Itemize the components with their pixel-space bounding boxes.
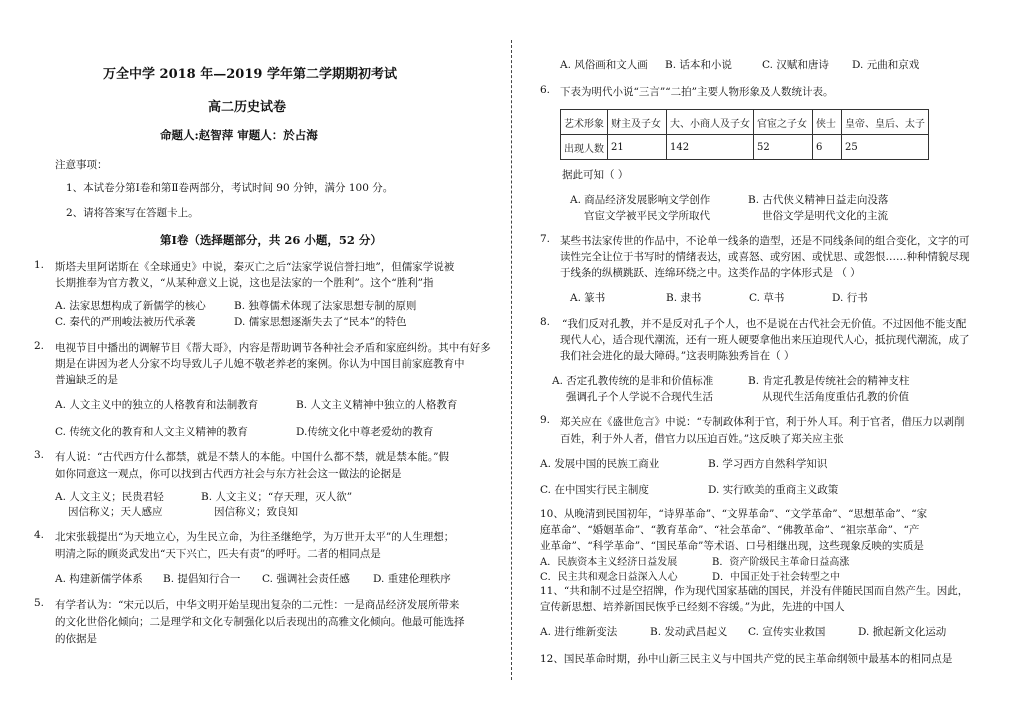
option-a[interactable]: A. 发展中国的民族工商业 xyxy=(540,458,660,470)
option-a[interactable]: A. 篆书 xyxy=(570,292,606,304)
question-text: 于线条的纵横跳跃、连绵环绕之中。这类作品的字体形式是 （ ） xyxy=(560,267,861,279)
option-a[interactable]: A. 风俗画和文人画 xyxy=(560,59,648,71)
notes-heading: 注意事项： xyxy=(55,159,108,171)
option-b[interactable]: B. 话本和小说 xyxy=(665,59,732,71)
table-cell: 6 xyxy=(813,135,842,160)
question-number: 1. xyxy=(34,259,45,271)
table-header-cell: 官宦之子女 xyxy=(754,110,813,135)
option-a[interactable]: A. 人文主义中的独立的人格教育和法制教育 xyxy=(55,399,259,411)
option-a[interactable]: A. 进行维新变法 xyxy=(540,626,618,638)
question-text: 12、国民革命时期，孙中山新三民主义与中国共产党的民主革命纲领中最基本的相同点是 xyxy=(540,653,953,665)
option-b[interactable]: B. 独尊儒术体现了法家思想专制的原则 xyxy=(234,300,417,312)
option-b[interactable]: B. 古代侠义精神日益走向没落 xyxy=(748,194,889,206)
question-text: 业革命”、“科学革命”、“国民革命”等术语、口号相继出现，这些现象反映的实质是 xyxy=(540,540,924,552)
table-cell: 21 xyxy=(608,135,667,160)
option-a[interactable]: A. 否定孔教传统的是非和价值标准 xyxy=(552,375,714,387)
table-cell: 出现人数 xyxy=(561,135,608,160)
option-b[interactable]: B. 隶书 xyxy=(666,292,702,304)
question-text: 百姓，利于外人者，借官力以压迫百姓。”这反映了郑关应主张 xyxy=(560,433,844,445)
question-text: 的文化世俗化倾向；二是理学和文化专制强化以后表现出的高雅文化倾向。他最可能选择 xyxy=(55,616,465,628)
question-number: 6. xyxy=(540,84,551,96)
statistics-table xyxy=(560,109,929,160)
question-number: 5. xyxy=(34,597,45,609)
option-d[interactable]: D. 儒家思想逐渐失去了“民本”的特色 xyxy=(234,316,407,328)
question-text: 期是在讲因为老人分家不均导致儿子儿媳不敬老养老的案例。你认为中国目前家庭教育中 xyxy=(55,358,465,370)
note-1: 1、本试卷分第Ⅰ卷和第Ⅱ卷两部分，考试时间 90 分钟，满分 100 分。 xyxy=(66,182,394,194)
option-c[interactable]: C. 宣传实业救国 xyxy=(748,626,826,638)
table-cell: 25 xyxy=(842,135,929,160)
question-text: 下表为明代小说“三言”“二拍”主要人物形象及人数统计表。 xyxy=(560,86,834,98)
question-text: 的依据是 xyxy=(55,633,97,645)
option-d[interactable]: 世俗文学是明代文化的主流 xyxy=(762,210,888,222)
table-header-cell: 艺术形象 xyxy=(561,110,608,135)
table-header-cell: 侠士 xyxy=(813,110,842,135)
option-c[interactable]: C. 传统文化的教育和人文主义精神的教育 xyxy=(55,426,248,438)
option-c[interactable]: C. 秦代的严刑峻法被历代承袭 xyxy=(55,316,196,328)
option-c[interactable]: 因信称义；天人感应 xyxy=(68,506,163,518)
option-b[interactable]: B. 提倡知行合一 xyxy=(163,573,241,585)
option-c[interactable]: 强调孔子个人学说不合现代生活 xyxy=(566,391,713,403)
option-d[interactable]: D. 重建伦理秩序 xyxy=(373,573,451,585)
option-d[interactable]: 因信称义；致良知 xyxy=(214,506,298,518)
question-text: 电视节目中播出的调解节目《帮大哥》，内容是帮助调节各种社会矛盾和家庭纠纷。其中有好多 xyxy=(55,342,491,354)
option-d[interactable]: D. 元曲和京戏 xyxy=(852,59,920,71)
question-text: 长期推奉为官方教义，“从某种意义上说，这也是法家的一个胜利”。这个“胜利”指 xyxy=(55,277,434,289)
option-b[interactable]: B. 人文主义精神中独立的人格教育 xyxy=(296,399,458,411)
question-text: 北宋张载提出“为天地立心，为生民立命，为往圣继绝学，为万世开太平”的人生理想； xyxy=(55,531,455,543)
question-number: 3. xyxy=(34,449,45,461)
question-text: 郑关应在《盛世危言》中说：“专制政体利于官，利于外人耳。利于官者，借压力以剥削 xyxy=(560,416,965,428)
question-text: 据此可知（ ） xyxy=(562,169,629,181)
exam-title: 万全中学 2018 年—2019 学年第二学期期初考试 xyxy=(103,67,397,82)
question-text: 我们社会进化的最大障碍。”这表明陈独秀旨在（ ） xyxy=(560,350,795,362)
option-c[interactable]: C. 汉赋和唐诗 xyxy=(762,59,829,71)
question-text: “我们反对孔教，并不是反对孔子个人，也不是说在古代社会无价值。不过因他不能支配 xyxy=(562,318,967,330)
option-d[interactable]: D. 行书 xyxy=(832,292,868,304)
table-header-cell: 财主及子女 xyxy=(608,110,667,135)
option-a[interactable]: A．民族资本主义经济日益发展 xyxy=(540,557,678,568)
option-a[interactable]: A. 构建新儒学体系 xyxy=(55,573,143,585)
table-row xyxy=(561,135,929,160)
option-c[interactable]: 官宦文学被平民文学所取代 xyxy=(584,210,710,222)
option-d[interactable]: D．中国正处于社会转型之中 xyxy=(712,572,841,583)
table-header-cell: 皇帝、皇后、太子 xyxy=(842,110,929,135)
question-text: 宣传新思想、培养新国民恢乎已经刻不容缓。”为此，先进的中国人 xyxy=(540,601,845,613)
table-header-cell: 大、小商人及子女 xyxy=(667,110,754,135)
option-c[interactable]: C. 强调社会责任感 xyxy=(262,573,350,585)
option-c[interactable]: C. 草书 xyxy=(749,292,785,304)
option-d[interactable]: D. 掀起新文化运动 xyxy=(858,626,947,638)
table-header-row xyxy=(561,110,929,135)
question-text: 10、从晚清到民国初年，“诗界革命”、“文界革命”、“文学革命”、“思想革命”、“家 xyxy=(540,508,928,520)
option-c[interactable]: C．民主共和观念日益深入人心 xyxy=(540,572,678,583)
question-text: 如你同意这一观点，你可以找到古代西方社会与东方社会这一做法的论据是 xyxy=(55,468,402,480)
question-text: 11、“共和制不过是空招牌，作为现代国家基础的国民，并没有伴随民国而自然产生。因此， xyxy=(540,585,969,597)
question-text: 现代人心，适合现代潮流，还有一班人硬要拿他出来压迫现代人心，抵抗现代潮流，成了 xyxy=(560,334,970,346)
option-a[interactable]: A. 人文主义；民贵君轻 xyxy=(55,491,164,503)
section-heading: 第Ⅰ卷（选择题部分，共 26 小题，52 分） xyxy=(160,233,382,247)
option-a[interactable]: A. 商品经济发展影响文学创作 xyxy=(570,194,711,206)
question-text: 有人说：“古代西方什么都禁，就是不禁人的本能。中国什么都不禁，就是禁本能。”假 xyxy=(55,451,449,463)
question-text: 斯塔夫里阿诺斯在《全球通史》中说，秦灭亡之后“法家学说信誉扫地”，但儒家学说被 xyxy=(55,261,455,273)
option-b[interactable]: B. 人文主义；“存天理，灭人欲” xyxy=(201,491,353,503)
question-text: 明清之际的顾炎武发出“天下兴亡，匹夫有责”的呼吁。二者的相同点是 xyxy=(55,548,381,560)
option-b[interactable]: B. 发动武昌起义 xyxy=(650,626,728,638)
question-text: 庭革命”、“婚姻革命”、“教育革命”、“社会革命”、“佛教革命”、“祖宗革命”、“产 xyxy=(540,524,920,536)
question-text: 读性完全让位于书写时的情绪表达，或喜怒、或穷困、或忧思、或怨恨……种种情貌尽现 xyxy=(560,251,970,263)
question-number: 9. xyxy=(540,414,551,426)
option-b[interactable]: B. 肯定孔教是传统社会的精神支柱 xyxy=(748,375,910,387)
option-a[interactable]: A. 法家思想构成了新儒学的核心 xyxy=(55,300,206,312)
note-2: 2、请将答案写在答题卡上。 xyxy=(66,207,199,219)
column-divider xyxy=(511,40,512,680)
question-number: 8. xyxy=(540,316,551,328)
question-number: 4. xyxy=(34,529,45,541)
option-d[interactable]: D.传统文化中尊老爱幼的教育 xyxy=(296,426,434,438)
question-number: 7. xyxy=(540,233,551,245)
option-d[interactable]: D. 实行欧美的重商主义政策 xyxy=(708,484,839,496)
question-text: 有学者认为：“宋元以后，中华文明开始呈现出复杂的二元性：一是商品经济发展所带来 xyxy=(55,599,460,611)
option-b[interactable]: B．资产阶级民主革命日益高涨 xyxy=(712,557,850,568)
authors-line: 命题人:赵智萍 审题人：於占海 xyxy=(160,128,318,142)
option-b[interactable]: B. 学习西方自然科学知识 xyxy=(708,458,828,470)
question-number: 2. xyxy=(34,340,45,352)
question-text: 普遍缺乏的是 xyxy=(55,374,118,386)
question-text: 某些书法家传世的作品中，不论单一线条的造型，还是不同线条间的组合变化，文字的可 xyxy=(560,235,970,247)
exam-subtitle: 高二历史试卷 xyxy=(208,100,287,115)
table-cell: 52 xyxy=(754,135,813,160)
option-c[interactable]: C. 在中国实行民主制度 xyxy=(540,484,649,496)
option-d[interactable]: 从现代生活角度重估孔教的价值 xyxy=(762,391,909,403)
table-cell: 142 xyxy=(667,135,754,160)
